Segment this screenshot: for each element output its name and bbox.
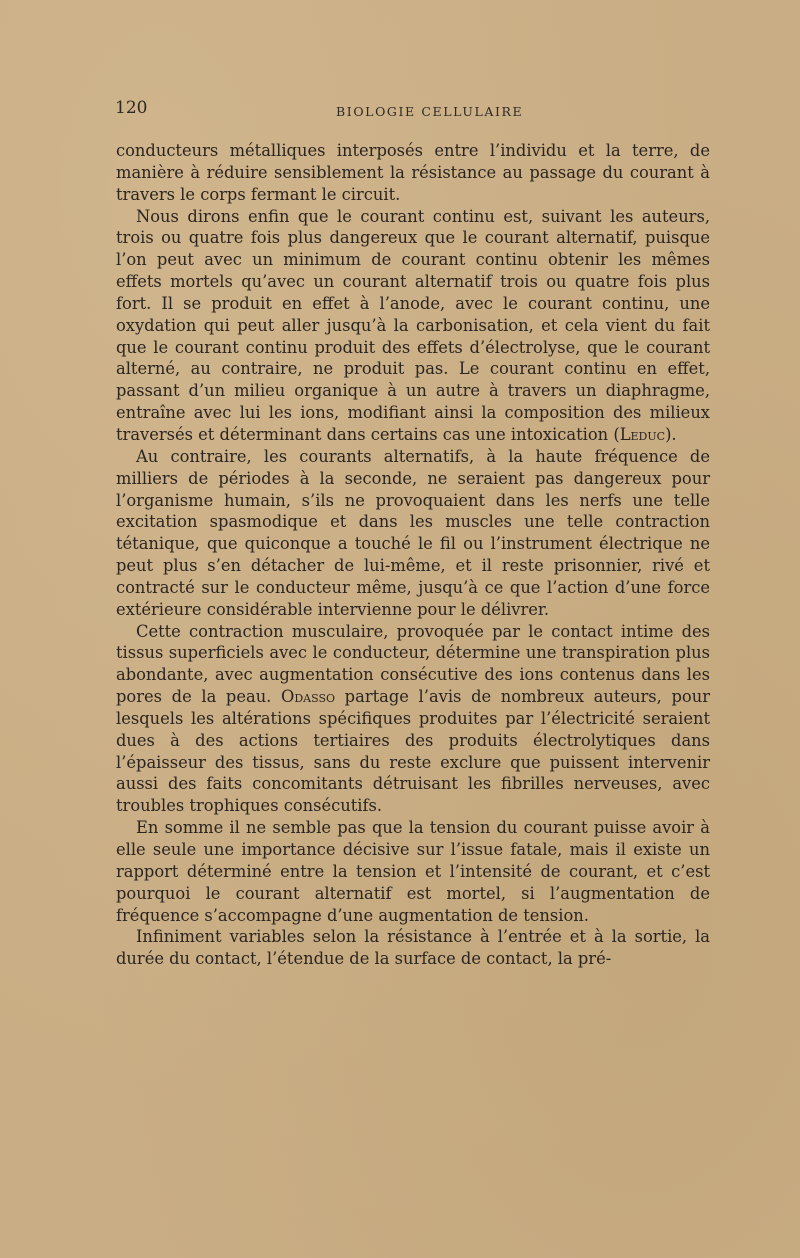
paragraph-4-text: Cette contraction musculaire, provoquée par le contact intime des tissus superficiels avec le conducteur, détermine une transpiration plus abondante, avec augmentation consécutive des ions contenus dans les pores de la peau. [116,621,710,707]
author-name-odasso: Odasso [281,687,336,707]
paragraph-2 [116,206,710,446]
paragraph-3-text: Au contraire, les courants alternatifs, à la haute fréquence de milliers de périodes à la seconde, ne seraient pas dangereux pour l’organisme humain, s’ils ne provoquaient dans les nerfs une telle excitation spasmodique et dans les muscles une telle contraction tétanique, que quiconque a touché le fil ou l’instrument électrique ne peut plus s’en détacher de lui-même, et il reste prisonnier, rivé et contracté sur le conducteur même, jusqu’à ce que l’action d’une force extérieure considérable intervienne pour le délivrer. [116,446,710,619]
paragraph-3 [116,446,710,621]
author-name-leduc: Leduc [619,424,666,444]
paragraph-1-text: conducteurs métalliques interposés entre l’individu et la terre, de manière à réduire sensiblement la résistance au passage du courant à travers le corps fermant le circuit. [116,141,710,204]
paragraph-2-text-end: ). [665,424,677,444]
paragraph-6-text: Infiniment variables selon la résistance à l’entrée et à la sortie, la durée du contact, l’étendue de la surface de contact, la pré- [116,927,710,969]
paragraph-1 [116,140,710,206]
paragraph-5-text: En somme il ne semble pas que la tension du courant puisse avoir à elle seule une importance décisive sur l’issue fatale, mais il existe un rapport déterminé entre la tension et l’intensité de courant, et c’est pourquoi le courant alternatif est mortel, si l’augmentation de fréquence s’accompagne d’une augmentation de tension. [116,818,710,925]
page-number: 120 [115,98,148,118]
body-text [116,140,710,970]
paragraph-6 [116,926,710,970]
page-header [115,98,715,126]
paragraph-4 [116,621,710,818]
paragraph-5 [116,817,710,926]
paragraph-4-text-end: partage l’avis de nombreux auteurs, pour lesquels les altérations spécifiques produites par l’électricité seraient dues à des actions tertiaires des produits électrolytiques dans l’épaisseur des tissus, sans du reste exclure que puissent intervenir aussi des faits concomitants détruisant les fibrilles nerveuses, avec troubles trophiques consécutifs. [116,687,710,816]
paragraph-2-text: Nous dirons enfin que le courant continu est, suivant les auteurs, trois ou quatre fois plus dangereux que le courant alternatif, puisque l’on peut avec un minimum de courant continu obtenir les mêmes effets mortels qu’avec un courant alternatif trois ou quatre fois plus fort. Il se produit en effet à l’anode, avec le courant continu, une oxydation qui peut aller jusqu’à la carbonisation, et cela vient du fait que le courant continu produit des effets d’électrolyse, que le courant alterné, au contraire, ne produit pas. Le courant continu en effet, passant d’un milieu organique à un autre à travers un diaphragme, entraîne avec lui les ions, modifiant ainsi la composition des milieux traversés et déterminant dans certains cas une intoxication ( [116,206,710,444]
running-title: BIOLOGIE CELLULAIRE [336,104,524,119]
